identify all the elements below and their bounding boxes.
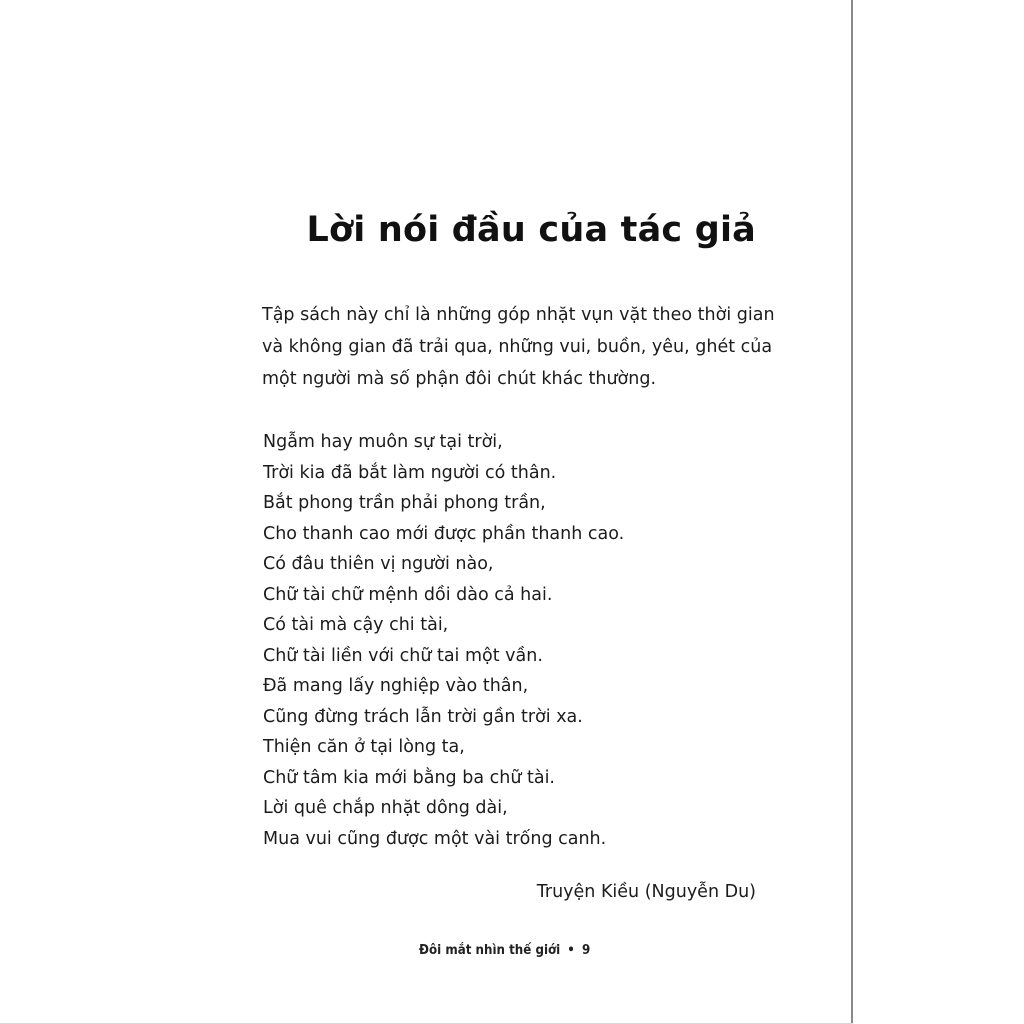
poem-line: Mua vui cũng được một vài trống canh. <box>263 828 607 849</box>
poem-line: Thiện căn ở tại lòng ta, <box>263 737 465 757</box>
intro-paragraph <box>262 299 782 395</box>
poem-line: Có đâu thiên vị người nào, <box>263 554 494 574</box>
page-title: Lời nói đầu của tác giả <box>306 210 756 250</box>
intro-line: và không gian đã trải qua, những vui, buồn, yêu, ghét của <box>262 337 773 357</box>
page-footer <box>419 942 590 958</box>
poem-line: Lời quê chắp nhặt dông dài, <box>263 798 508 818</box>
poem-line: Ngẫm hay muôn sự tại trời, <box>263 432 503 452</box>
poem-line: Chữ tài chữ mệnh dồi dào cả hai. <box>263 584 553 605</box>
poem-line: Chữ tài liền với chữ tai một vần. <box>263 645 543 666</box>
poem-line: Bắt phong trần phải phong trần, <box>263 493 546 513</box>
poem-line: Chữ tâm kia mới bằng ba chữ tài. <box>263 767 555 788</box>
page-edge-line <box>851 0 853 1024</box>
poem-line: Đã mang lấy nghiệp vào thân, <box>263 676 529 696</box>
intro-line: Tập sách này chỉ là những góp nhặt vụn vặt theo thời gian <box>262 305 775 325</box>
footer-bullet: • <box>567 942 575 958</box>
intro-line: một người mà số phận đôi chút khác thường. <box>262 369 657 389</box>
footer-page-number: 9 <box>581 942 591 958</box>
poem-line: Có tài mà cậy chi tài, <box>263 615 449 635</box>
poem-line: Cũng đừng trách lẫn trời gần trời xa. <box>263 706 583 727</box>
footer-book-title: Đôi mắt nhìn thế giới <box>419 942 561 958</box>
poem-line: Cho thanh cao mới được phần thanh cao. <box>263 523 625 544</box>
poem-line: Trời kia đã bắt làm người có thân. <box>263 462 557 483</box>
poem-attribution: Truyện Kiều (Nguyễn Du) <box>536 882 756 902</box>
poem-block <box>263 427 624 854</box>
